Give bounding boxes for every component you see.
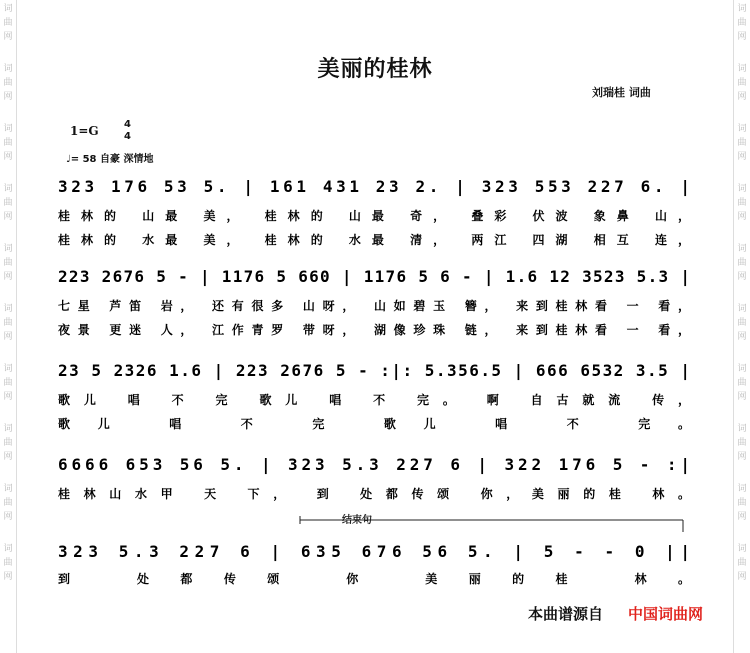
watermark-char: 曲: [737, 138, 747, 148]
notation-line: 6666 653 56 5. | 323 5.3 227 6 | 322 176 5 - :|: [58, 455, 690, 474]
watermark-char: 网: [3, 572, 13, 582]
watermark-char: 曲: [737, 378, 747, 388]
lyric-line: 歌儿 唱 不 完 歌儿 唱 不 完。 啊 自古就流 传，: [58, 393, 691, 407]
watermark-char: 词: [737, 4, 747, 14]
watermark-char: 词: [3, 484, 13, 494]
notation-line: 23 5 2326 1.6 | 223 2676 5 - :|: 5.356.5 | 666 6532 3.5 |: [58, 361, 690, 380]
watermark-char: 网: [737, 332, 747, 342]
watermark-char: 词: [3, 304, 13, 314]
tempo-marking: ♩= 58 自豪 深情地: [66, 154, 154, 165]
watermark-char: 词: [3, 124, 13, 134]
key-signature: 1=G: [70, 124, 99, 138]
lyric-line: 桂林山水甲 天 下， 到 处都传颂 你，美丽的桂 林。: [58, 487, 690, 501]
song-title: 美丽的桂林: [317, 57, 433, 82]
watermark-char: 词: [737, 424, 747, 434]
watermark-char: 曲: [737, 78, 747, 88]
watermark-char: 网: [737, 392, 747, 402]
watermark-char: 曲: [737, 558, 747, 568]
watermark-char: 词: [3, 244, 13, 254]
watermark-char: 曲: [737, 498, 747, 508]
watermark-char: 网: [737, 512, 747, 522]
lyric-line: 桂林的 山最 美， 桂林的 山最 奇， 叠彩 伏波 象鼻 山，: [58, 209, 691, 223]
watermark-char: 网: [3, 212, 13, 222]
watermark-char: 词: [737, 364, 747, 374]
site-link[interactable]: 中国词曲网: [628, 605, 704, 623]
watermark-char: 曲: [3, 498, 13, 508]
watermark-char: 词: [737, 184, 747, 194]
watermark-char: 曲: [737, 318, 747, 328]
lyric-line: 歌儿 唱 不 完 歌儿 唱 不 完。: [58, 417, 690, 431]
watermark-char: 词: [737, 484, 747, 494]
watermark-char: 词: [3, 424, 13, 434]
lyric-line: 夜景 更迷 人， 江作青罗 带呀， 湖像珍珠 链， 来到桂林看 一 看，: [58, 323, 691, 337]
watermark-char: 曲: [737, 18, 747, 28]
watermark-char: 词: [737, 64, 747, 74]
watermark-char: 网: [737, 272, 747, 282]
watermark-char: 网: [737, 212, 747, 222]
watermark-char: 网: [737, 452, 747, 462]
lyric-line: 到 处都传颂 你 美丽的桂 林。: [58, 572, 691, 586]
watermark-char: 网: [3, 332, 13, 342]
watermark-char: 网: [3, 392, 13, 402]
lyric-line: 七星 芦笛 岩， 还有很多 山呀， 山如碧玉 簪， 来到桂林看 一 看，: [58, 299, 691, 313]
watermark-char: 词: [737, 304, 747, 314]
credit: 刘瑞桂 词曲: [592, 86, 651, 99]
watermark-char: 词: [737, 244, 747, 254]
watermark-char: 曲: [3, 438, 13, 448]
watermark-char: 曲: [737, 438, 747, 448]
watermark-char: 网: [3, 452, 13, 462]
watermark-char: 曲: [3, 138, 13, 148]
watermark-char: 词: [737, 124, 747, 134]
watermark-char: 曲: [737, 258, 747, 268]
lyric-line: 桂林的 水最 美， 桂林的 水最 清， 两江 四湖 相互 连，: [58, 233, 691, 247]
watermark-char: 网: [3, 92, 13, 102]
watermark-char: 网: [3, 32, 13, 42]
watermark-char: 曲: [737, 198, 747, 208]
watermark-char: 网: [3, 152, 13, 162]
watermark-char: 曲: [3, 378, 13, 388]
watermark-char: 曲: [3, 318, 13, 328]
watermark-char: 词: [3, 64, 13, 74]
watermark-char: 词: [3, 364, 13, 374]
watermark-char: 词: [3, 4, 13, 14]
notation-line: 323 176 53 5. | 161 431 23 2. | 323 553 227 6. |: [58, 177, 690, 196]
time-signature-top: 4: [124, 119, 131, 130]
watermark-char: 网: [737, 152, 747, 162]
watermark-char: 网: [3, 272, 13, 282]
watermark-char: 曲: [3, 78, 13, 88]
watermark-char: 网: [737, 572, 747, 582]
watermark-char: 曲: [3, 558, 13, 568]
watermark-char: 曲: [3, 258, 13, 268]
watermark-char: 网: [737, 32, 747, 42]
watermark-char: 词: [3, 184, 13, 194]
source-label: 本曲谱源自: [528, 605, 604, 623]
notation-line: 323 5.3 227 6 | 635 676 56 5. | 5 - - 0 ||: [58, 542, 691, 561]
watermark-char: 词: [3, 544, 13, 554]
watermark-char: 网: [737, 92, 747, 102]
ending-label: 结束句: [342, 515, 372, 526]
watermark-char: 曲: [3, 18, 13, 28]
watermark-char: 曲: [3, 198, 13, 208]
time-signature-bottom: 4: [124, 131, 131, 142]
notation-line: 223 2676 5 - | 1176 5 660 | 1176 5 6 - | 1.6 12 3523 5.3 |: [58, 267, 690, 286]
watermark-char: 网: [3, 512, 13, 522]
watermark-char: 词: [737, 544, 747, 554]
